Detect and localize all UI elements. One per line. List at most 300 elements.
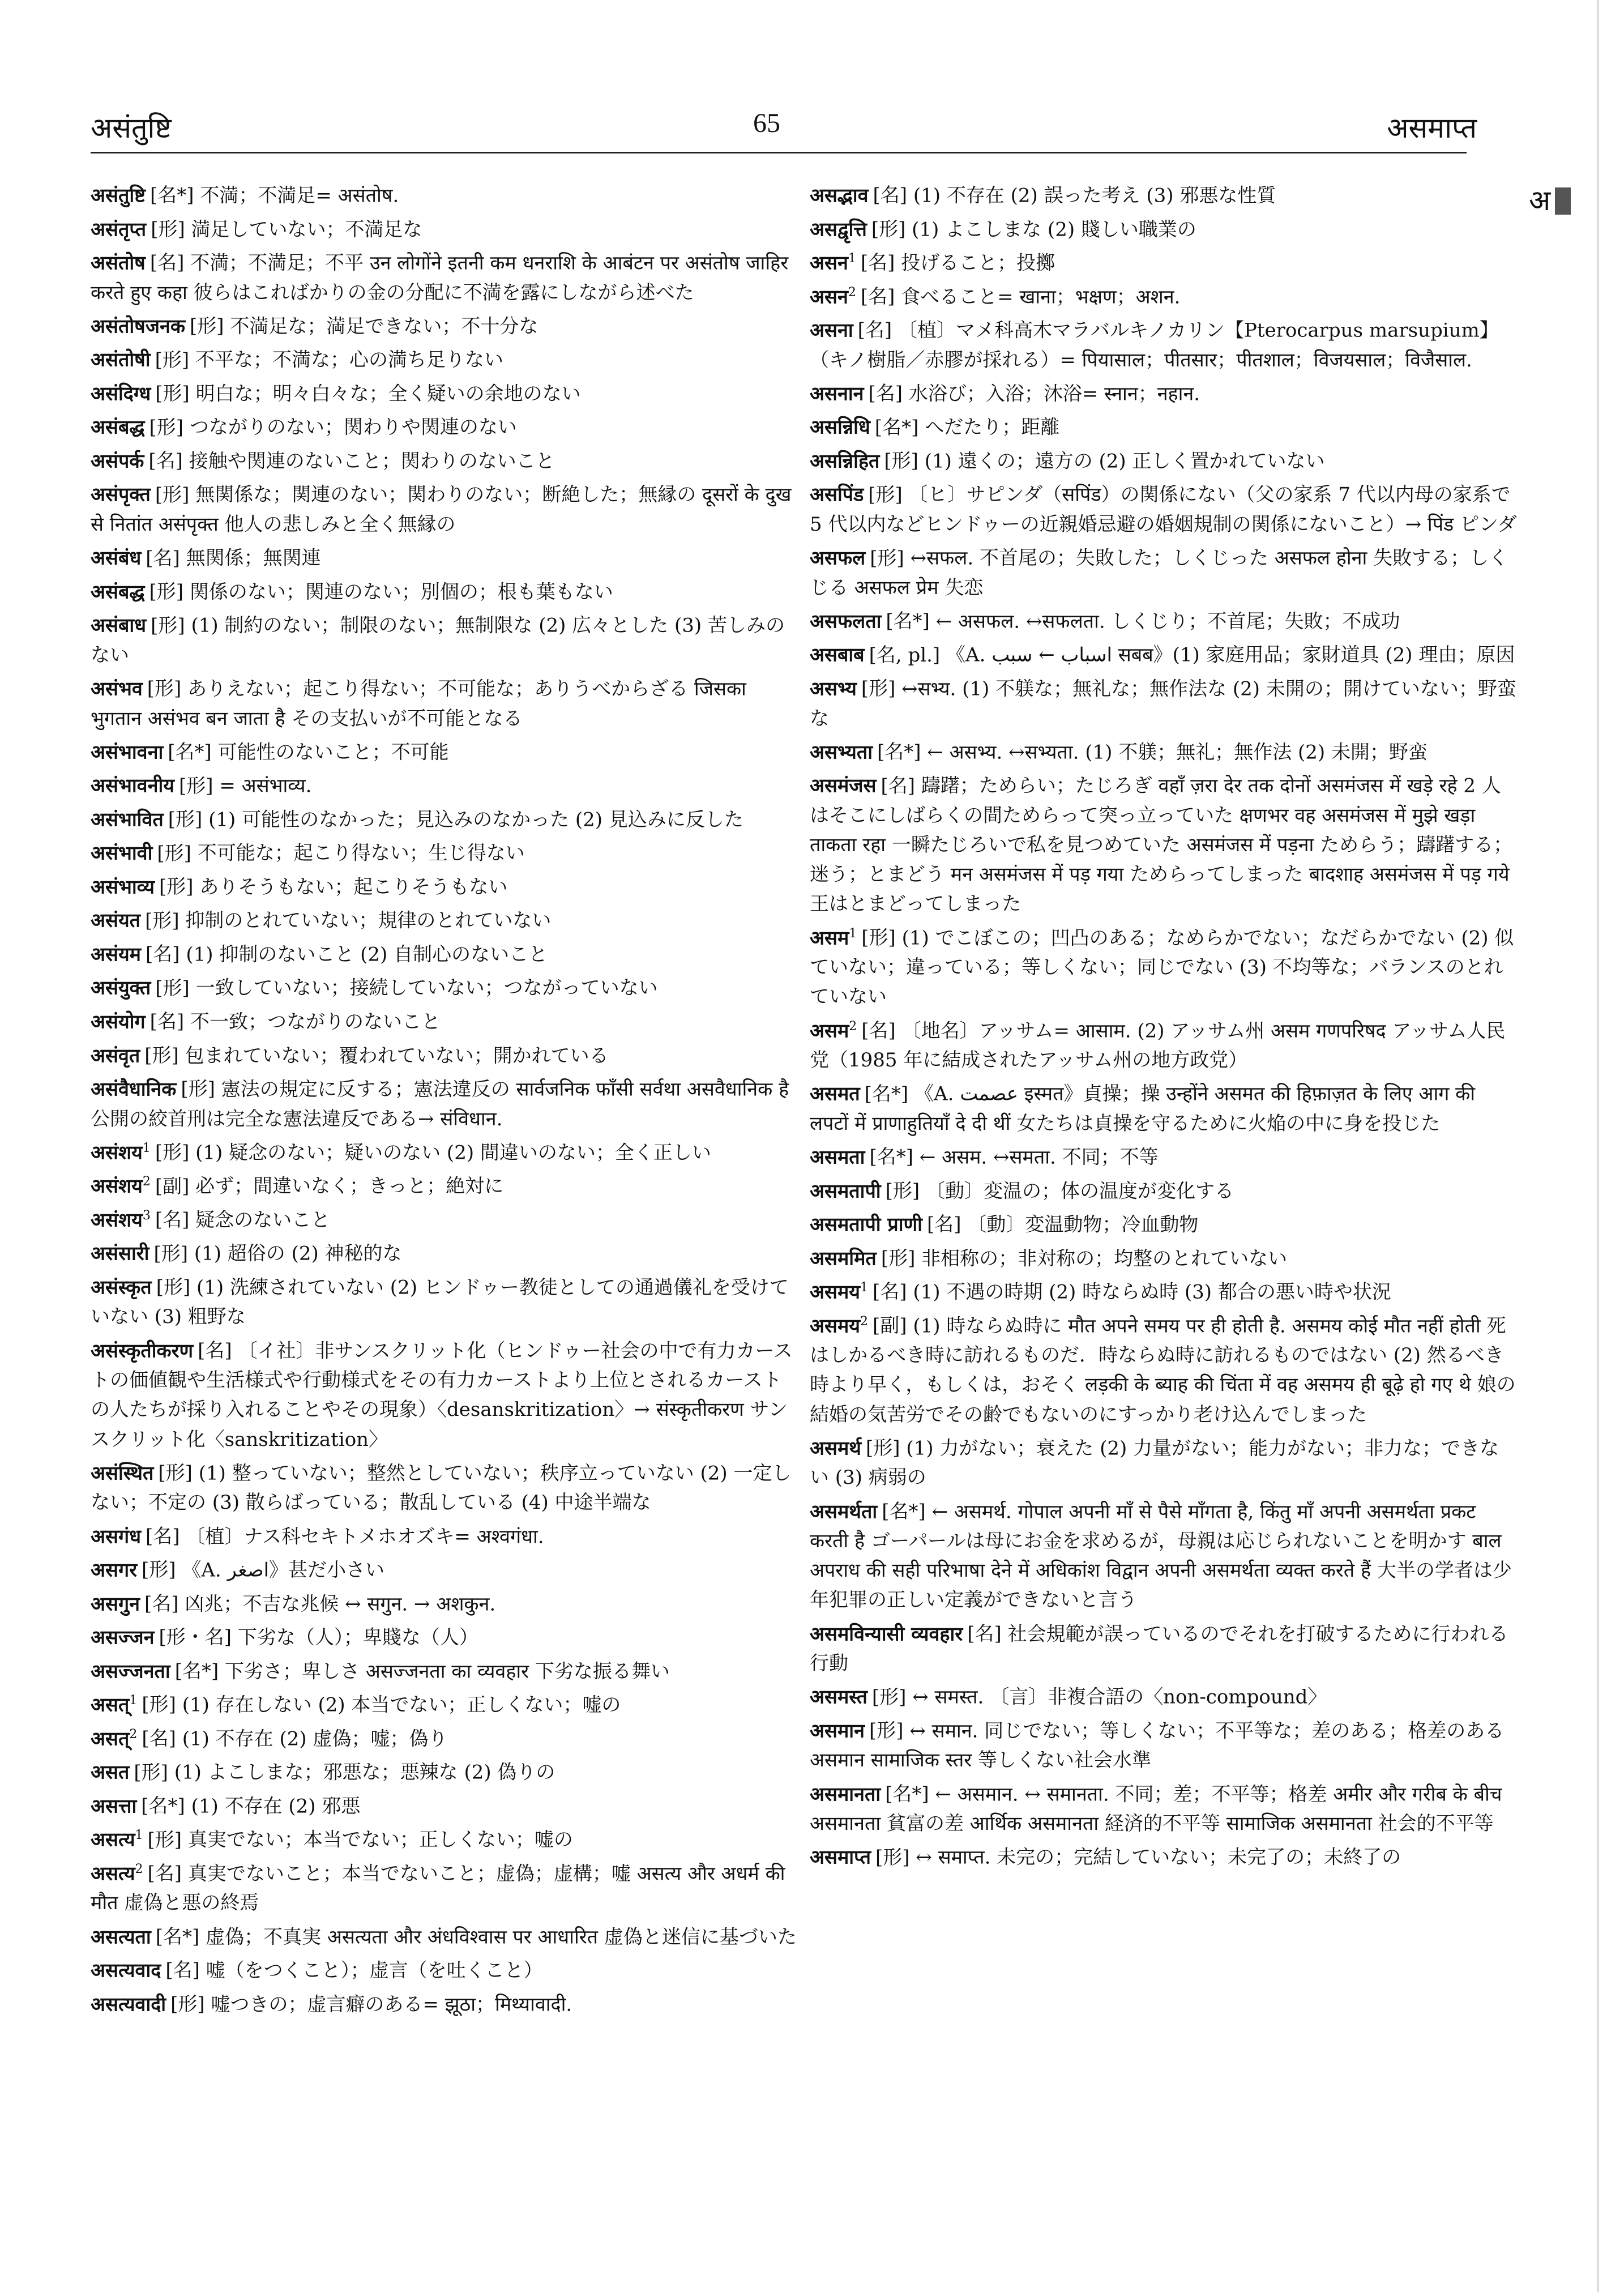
entry-definition: ← असमान. ↔ समानता. 不同；差；不平等；格差 अमीर और गरीब के बीच असमानता 貧富の差 आर्थिक असमानता 経済的不平等 सामाजिक असमानता 社会的不平等	[810, 1783, 1502, 1836]
entry-definition: ↔ समस्त. 〔言〕非複合語の〈non-compound〉	[912, 1685, 1327, 1709]
entry-headword: असगर	[91, 1559, 138, 1582]
entry-headword: असज्जन	[91, 1626, 155, 1649]
entry-definition: 下劣な（人）；卑賤な（人）	[237, 1626, 478, 1649]
entry-part-of-speech: [名*]	[886, 610, 930, 633]
entry-homonym-number: 1	[849, 926, 857, 941]
dictionary-entry	[91, 211, 798, 245]
entry-headword: असफलता	[810, 610, 882, 633]
dictionary-entry	[810, 1307, 1518, 1429]
entry-definition: 無関係；無関連	[186, 547, 321, 570]
entry-headword: असंशय	[91, 1141, 143, 1164]
entry-headword: असंस्कृत	[91, 1276, 152, 1299]
entry-part-of-speech: [名*]	[885, 1783, 929, 1806]
thumb-index-tab	[1555, 187, 1571, 215]
page-edge-mark	[1597, 0, 1599, 2292]
entry-definition: (1) 存在しない (2) 本当でない；正しくない；嘘の	[182, 1693, 621, 1717]
entry-part-of-speech: [形]	[875, 1846, 910, 1869]
entry-definition: (1) 可能性のなかった；見込みのなかった (2) 見込みに反した	[208, 808, 743, 831]
entry-headword: असमर्थता	[810, 1500, 878, 1523]
entry-part-of-speech: [形]	[178, 774, 213, 797]
entry-part-of-speech: [名]	[146, 1525, 180, 1548]
entry-definition: 無関係な；関連のない；関わりのない；断絶した；無縁の दूसरों के दुख से नितांत असंपृक्त 他人の悲しみと全く無縁の	[91, 483, 792, 536]
entry-headword: असमान	[810, 1719, 865, 1743]
dictionary-entry	[810, 1172, 1518, 1206]
entry-definition: 《A. عصمت इस्मत》貞操；操 उन्होंने असमत की हिफ़ाज़त के लिए आग की लपटों में प्राणाहुतियाँ दे दी थीं 女たちは貞操を守るために火焔の中に身を投じた	[810, 1082, 1476, 1135]
dictionary-entry	[91, 936, 798, 970]
entry-headword: असमानता	[810, 1783, 881, 1806]
entry-part-of-speech: [副]	[873, 1314, 907, 1337]
entry-headword: असंशय	[91, 1209, 143, 1232]
entry-part-of-speech: [名*]	[168, 741, 212, 764]
entry-homonym-number: 3	[142, 1208, 151, 1223]
entry-part-of-speech: [名*]	[864, 1082, 909, 1106]
entry-definition: ← असम. ↔समता. 不同；不等	[919, 1146, 1159, 1169]
entry-part-of-speech: [形]	[156, 1276, 191, 1299]
entry-part-of-speech: [形]	[870, 547, 904, 570]
dictionary-entry	[810, 1240, 1518, 1274]
dictionary-entry	[810, 1138, 1518, 1172]
dictionary-entry	[91, 1454, 798, 1518]
entry-definition: 不一致；つながりのないこと	[190, 1010, 441, 1034]
entry-part-of-speech: [形]	[881, 1247, 916, 1270]
entry-part-of-speech: [名, pl.]	[869, 643, 941, 667]
entry-part-of-speech: [名]	[155, 1209, 190, 1232]
entry-definition: 〔動〕変温の；体の温度が変化する	[925, 1179, 1234, 1202]
entry-homonym-number: 2	[135, 1862, 143, 1876]
dictionary-entry	[91, 1269, 798, 1332]
dictionary-entry	[810, 1615, 1518, 1679]
entry-headword: असज्जनता	[91, 1659, 170, 1683]
entry-definition: 水浴び；入浴；沐浴= स्नान；नहान.	[908, 382, 1200, 406]
dictionary-entry	[810, 1678, 1518, 1712]
entry-definition: = असंभाव्य.	[219, 774, 312, 797]
entry-definition: 〔地名〕アッサム= आसाम. (2) アッサム州 असम गणपरिषद アッサム人民党（1985 年に結成されたアッサム州の地方政党）	[810, 1019, 1506, 1072]
guide-word-left: असंतुष्टि	[91, 112, 172, 144]
entry-definition: 嘘（をつくこと）；虚言（を吐くこと）	[206, 1959, 543, 1982]
entry-headword: असद्वृत्ति	[810, 217, 867, 241]
entry-part-of-speech: [名*]	[869, 1146, 914, 1169]
dictionary-entry	[91, 1821, 798, 1855]
entry-homonym-number: 1	[129, 1693, 138, 1708]
dictionary-entry	[91, 539, 798, 573]
dictionary-entry	[810, 1012, 1518, 1075]
thumb-index	[1529, 180, 1571, 219]
dictionary-entry	[91, 1134, 798, 1168]
entry-headword: असबाब	[810, 643, 865, 667]
entry-definition: (1) 不存在 (2) 誤った考え (3) 邪悪な性質	[913, 184, 1276, 207]
entry-headword: असंवैधानिक	[91, 1078, 177, 1101]
entry-homonym-number: 2	[142, 1175, 151, 1189]
entry-part-of-speech: [形]	[168, 808, 203, 831]
entry-definition: 不満足な；満足できない；不十分な	[230, 315, 539, 338]
entry-part-of-speech: [形]	[149, 416, 184, 439]
entry-headword: असमतापी	[810, 1179, 881, 1202]
dictionary-entry	[91, 442, 798, 476]
entry-definition: ↔ समाप्त. 未完の；完結していない；未完了の；未終了の	[916, 1846, 1401, 1869]
dictionary-entry	[91, 408, 798, 442]
entry-definition: 必ず；間違いなく；きっと；絶対に	[195, 1175, 504, 1198]
entry-definition: 社会規範が誤っているのでそれを打破するために行われる行動	[810, 1623, 1508, 1675]
entry-part-of-speech: [形]	[866, 1437, 900, 1460]
entry-definition: 不満；不満足；不平 उन लोगोंने इतनी कम धनराशि के आबंटन पर असंतोष जाहिर करते हुए कहा 彼らはこればかりの金の分配に不満を露にしながら述べた	[91, 251, 789, 304]
entry-part-of-speech: [名]	[873, 184, 908, 207]
entry-definition: (1) 力がない；衰えた (2) 力量がない；能力がない；非力な；できない (3) 病弱の	[810, 1437, 1499, 1489]
entry-homonym-number: 1	[860, 1281, 869, 1295]
entry-definition: (1) 不遇の時期 (2) 時ならぬ時 (3) 都合の悪い時や状況	[913, 1281, 1391, 1304]
entry-headword: असत्	[91, 1727, 130, 1751]
right-column	[810, 177, 1518, 1872]
dictionary-entry	[91, 1855, 798, 1918]
entry-part-of-speech: [形]	[149, 581, 184, 604]
entry-definition: ↔ समान. 同じでない；等しくない；不平等な；差のある；格差のある असमान सामाजिक स्तर 等しくない社会水準	[810, 1719, 1505, 1772]
entry-definition: ありそうもない；起こりそうもない	[199, 876, 508, 899]
entry-headword: असंभावना	[91, 741, 164, 764]
entry-definition: 下劣さ；卑しさ असज्जनता का व्यवहार 下劣な振る舞い	[225, 1659, 670, 1683]
dictionary-entry	[810, 1075, 1518, 1138]
entry-part-of-speech: [形]	[155, 483, 190, 506]
entry-definition: 〔ヒ〕サピンダ（सपिंड）の関係にない（父の家系 7 代以内母の家系で 5 代以内などヒンドゥーの近親婚忌避の婚姻規制の関係にないこと）→ पिंड ピンダ	[810, 483, 1517, 536]
entry-definition: つながりのない；関わりや関連のない	[189, 416, 517, 439]
entry-definition: 食べること= खाना；भक्षण；अशन.	[901, 285, 1181, 308]
entry-definition: (1) 抑制のないこと (2) 自制心のないこと	[186, 943, 548, 966]
entry-part-of-speech: [形]	[155, 382, 190, 406]
entry-definition: (1) 整っていない；整然としていない；秩序立っていない (2) 一定しない；不定の (3) 散らばっている；散乱している (4) 中途半端な	[91, 1462, 792, 1514]
entry-headword: असमर्थ	[810, 1437, 862, 1460]
entry-headword: असभ्य	[810, 677, 857, 701]
entry-headword: असंयुक्त	[91, 976, 151, 1000]
entry-definition: 不平な；不満な；心の満ち足りない	[195, 348, 503, 372]
dictionary-entry	[810, 1775, 1518, 1839]
entry-definition: ↔सफल. 不首尾の；失敗した；しくじった असफल होना 失敗する；しくじる असफल प्रेम 失恋	[810, 547, 1508, 599]
entry-definition: 憲法の規定に反する；憲法違反の सार्वजनिक फाँसी सर्वथा असवैधानिक है 公開の絞首刑は完全な憲法違反である→ संविधान.	[91, 1078, 789, 1130]
entry-definition: 凶兆；不吉な兆候 ↔ सगुन. → अशकुन.	[185, 1592, 496, 1615]
entry-headword: असंवृत	[91, 1044, 140, 1067]
dictionary-entry	[810, 244, 1518, 278]
entry-headword: असंतोषी	[91, 348, 151, 372]
entry-headword: असमस्त	[810, 1685, 867, 1709]
entry-headword: असंबद्ध	[91, 416, 145, 439]
entry-part-of-speech: [名]	[861, 1019, 896, 1042]
entry-part-of-speech: [名]	[881, 774, 916, 797]
entry-definition: (1) よこしまな (2) 賤しい職業の	[912, 217, 1196, 241]
entry-headword: असंस्थित	[91, 1462, 154, 1485]
entry-definition: 躊躇；ためらい；たじろぎ वहाँ ज़रा देर तक दोनों असमंजस में खड़े रहे 2 人はそこにしばらくの間ためらって突っ立っていた क्षणभर वह असमंजस में मुझे खड़ा ताकता रहा 一瞬たじろいで私を見つめていた असमंजस में पड़ना ためらう；躊躇する；迷う；とまどう मन असमंजस में पड़ गया ためらってしまった बादशाह असमंजस में पड़ गये 王はとまどってしまった	[810, 774, 1513, 916]
entry-part-of-speech: [形]	[157, 842, 191, 865]
dictionary-entry	[91, 1753, 798, 1787]
entry-definition: 可能性のないこと；不可能	[217, 741, 449, 764]
dictionary-entry	[91, 308, 798, 342]
entry-part-of-speech: [形]	[861, 926, 896, 949]
dictionary-entry	[91, 1037, 798, 1071]
entry-headword: असत्	[91, 1693, 130, 1717]
entry-homonym-number: 2	[129, 1727, 138, 1742]
entry-part-of-speech: [形]	[884, 450, 918, 473]
entry-definition: 抑制のとれていない；規律のとれていない	[185, 909, 552, 932]
entry-part-of-speech: [形]	[147, 677, 182, 701]
entry-part-of-speech: [名*]	[141, 1795, 185, 1818]
dictionary-entry	[91, 1201, 798, 1235]
entry-headword: असममित	[810, 1247, 877, 1270]
entry-headword: असन	[810, 285, 848, 308]
entry-part-of-speech: [名]	[148, 450, 183, 473]
entry-definition: ↔सभ्य. (1) 不躾な；無礼な；無作法な (2) 未開の；開けていない；野蛮な	[810, 677, 1516, 730]
entry-part-of-speech: [名*]	[877, 741, 921, 764]
entry-part-of-speech: [名]	[198, 1339, 232, 1362]
entry-part-of-speech: [名]	[146, 547, 180, 570]
dictionary-entry	[91, 834, 798, 868]
dictionary-entry	[810, 476, 1518, 539]
entry-definition: 満足していない；不満足な	[191, 217, 422, 241]
entry-headword: असना	[810, 319, 853, 342]
entry-definition: ありえない；起こり得ない；不可能な；ありうべからざる जिसका भुगतान असंभव बन जाता है その支払いが不可能となる	[91, 677, 746, 730]
entry-headword: असंभाव्य	[91, 876, 155, 899]
entry-headword: असंतोष	[91, 251, 146, 275]
entry-definition: 明白な；明々白々な；全く疑いの余地のない	[195, 382, 581, 406]
entry-part-of-speech: [名]	[144, 1592, 179, 1615]
dictionary-entry	[810, 311, 1518, 375]
entry-definition: 《A. اصغر》甚だ小さい	[182, 1559, 385, 1582]
entry-part-of-speech: [形]	[147, 1828, 182, 1851]
entry-definition: ← असमर्थ. गोपाल अपनी माँ से पैसे माँगता है, किंतु माँ अपनी असमर्थता प्रकट करती है ゴーパールは母にお金を求めるが，母親は応じられないことを明かす बाल अपराध की सही परिभाषा देने में अधिकांश विद्वान अपनी असमर्थता व्यक्त करते हैं 大半の学者は少年犯罪の正しい定義ができないと言う	[810, 1500, 1512, 1612]
entry-headword: असंयोग	[91, 1010, 146, 1034]
page-header	[0, 0, 1624, 147]
dictionary-entry	[810, 1493, 1518, 1615]
dictionary-entry	[91, 1686, 798, 1720]
entry-definition: 不可能な；起こり得ない；生じ得ない	[197, 842, 525, 865]
entry-part-of-speech: [形]	[134, 1761, 168, 1784]
dictionary-entry	[810, 670, 1518, 733]
entry-headword: असत	[91, 1761, 130, 1784]
dictionary-entry	[91, 177, 798, 211]
entry-definition: 〔動〕変温動物；冷血動物	[967, 1213, 1199, 1236]
entry-part-of-speech: [形]	[869, 1719, 904, 1743]
dictionary-entry	[91, 670, 798, 733]
entry-part-of-speech: [名]	[149, 1010, 185, 1034]
entry-definition: ← असफल. ↔सफलता. しくじり；不首尾；失敗；不成功	[935, 610, 1400, 633]
entry-part-of-speech: [名]	[146, 943, 180, 966]
entry-definition: ← असभ्य. ↔सभ्यता. (1) 不躾；無礼；無作法 (2) 未開；野蛮	[927, 741, 1428, 764]
dictionary-entry	[91, 1551, 798, 1585]
entry-headword: असद्भाव	[810, 184, 869, 207]
entry-part-of-speech: [名]	[868, 382, 903, 406]
dictionary-entry	[810, 442, 1518, 476]
entry-part-of-speech: [名*]	[874, 416, 919, 439]
entry-headword: असंबंध	[91, 547, 142, 570]
dictionary-entry	[810, 1838, 1518, 1872]
entry-headword: असमविन्यासी व्यवहार	[810, 1623, 963, 1645]
entry-definition: 虚偽；不真実 असत्यता और अंधविश्वास पर आधारित 虚偽と迷信に基づいた	[206, 1925, 797, 1948]
entry-definition: 嘘つきの；虚言癖のある= झूठा；मिथ्यावादी.	[211, 1992, 572, 2016]
entry-definition: 〔植〕マメ科高木マラバルキノカリン【Pterocarpus marsupium】（キノ樹脂／赤膠が採れる）= पियासाल；पीतसार；पीतशाल；विजयसाल；विजैसाल.	[810, 319, 1499, 372]
entry-part-of-speech: [形]	[155, 976, 190, 1000]
entry-part-of-speech: [形]	[144, 1044, 179, 1067]
entry-part-of-speech: [形]	[159, 876, 194, 899]
entry-definition: 接触や関連のないこと；関わりのないこと	[189, 450, 555, 473]
entry-headword: असन्निहित	[810, 450, 880, 473]
entry-headword: असंभव	[91, 677, 143, 701]
entry-headword: असंतोषजनक	[91, 315, 186, 338]
entry-headword: असंभावनीय	[91, 774, 174, 797]
entry-definition: (1) 制約のない；制限のない；無制限な (2) 広々とした (3) 苦しみのない	[91, 614, 785, 667]
entry-headword: असम	[810, 1019, 849, 1042]
dictionary-entry	[91, 1235, 798, 1269]
entry-headword: असन	[810, 251, 848, 275]
entry-part-of-speech: [形]	[181, 1078, 215, 1101]
entry-part-of-speech: [名]	[147, 1862, 182, 1885]
dictionary-entry	[91, 1952, 798, 1986]
entry-definition: 一致していない；接続していない；つながっていない	[195, 976, 658, 1000]
header-rule	[91, 152, 1467, 153]
entry-part-of-speech: [名]	[967, 1623, 1002, 1645]
entry-headword: असत्यता	[91, 1925, 151, 1948]
entry-part-of-speech: [形]	[153, 1242, 188, 1265]
entry-part-of-speech: [名]	[149, 251, 185, 275]
entry-headword: असंयम	[91, 943, 142, 966]
dictionary-entry	[810, 1273, 1518, 1307]
entry-part-of-speech: [名*]	[155, 1925, 200, 1948]
dictionary-entry	[810, 1206, 1518, 1240]
dictionary-entry	[91, 868, 798, 902]
dictionary-entry	[810, 767, 1518, 919]
entry-part-of-speech: [形]	[155, 348, 190, 372]
entry-headword: असमंजस	[810, 774, 877, 797]
entry-headword: असफल	[810, 547, 866, 570]
dictionary-entry	[91, 801, 798, 835]
dictionary-entry	[91, 1619, 798, 1653]
dictionary-entry	[810, 1712, 1518, 1775]
dictionary-entry	[91, 244, 798, 308]
dictionary-entry	[91, 476, 798, 539]
entry-headword: असमतापी प्राणी	[810, 1213, 922, 1236]
entry-part-of-speech: [形]	[155, 1141, 190, 1164]
dictionary-entry	[91, 1787, 798, 1821]
entry-part-of-speech: [名*]	[174, 1659, 219, 1683]
entry-headword: असत्ता	[91, 1795, 137, 1818]
dictionary-entry	[91, 375, 798, 409]
entry-part-of-speech: [形]	[871, 1685, 907, 1709]
entry-headword: असंबाध	[91, 614, 147, 637]
dictionary-entry	[810, 539, 1518, 603]
entry-part-of-speech: [名]	[142, 1727, 176, 1751]
entry-part-of-speech: [形]	[142, 1559, 176, 1582]
entry-headword: असत्यवादी	[91, 1992, 166, 2016]
entry-definition: 疑念のないこと	[195, 1209, 331, 1232]
entry-headword: असभ्यता	[810, 741, 873, 764]
entry-part-of-speech: [名*]	[882, 1500, 926, 1523]
dictionary-entry	[91, 341, 798, 375]
thumb-index-letter: अ	[1529, 184, 1551, 217]
entry-homonym-number: 2	[860, 1314, 869, 1329]
entry-part-of-speech: [形]	[145, 909, 180, 932]
entry-headword: असंतृप्त	[91, 217, 147, 241]
dictionary-entry	[810, 1429, 1518, 1493]
dictionary-entry	[91, 1003, 798, 1037]
dictionary-entry	[810, 375, 1518, 409]
entry-homonym-number: 1	[848, 251, 856, 266]
dictionary-entry	[91, 1518, 798, 1552]
entry-homonym-number: 2	[848, 285, 856, 300]
dictionary-entry	[810, 408, 1518, 442]
dictionary-entry	[810, 733, 1518, 767]
entry-definition: へだたり；距離	[925, 416, 1060, 439]
entry-headword: असंपर्क	[91, 450, 144, 473]
entry-headword: असन्निधि	[810, 416, 870, 439]
page-number: 65	[753, 108, 780, 138]
entry-part-of-speech: [名]	[860, 251, 895, 275]
left-column	[91, 177, 798, 2019]
dictionary-entry	[91, 573, 798, 607]
dictionary-entry	[91, 1167, 798, 1201]
entry-headword: असगुन	[91, 1592, 140, 1615]
entry-headword: असम	[810, 926, 849, 949]
entry-headword: असंस्कृतीकरण	[91, 1339, 194, 1362]
entry-part-of-speech: [形]	[885, 1179, 920, 1202]
entry-definition: (1) でこぼこの；凹凸のある；なめらかでない；なだらかでない (2) 似ていない；違っている；等しくない；同じでない (3) 不均等な；バランスのとれていない	[810, 926, 1514, 1009]
entry-headword: असत्य	[91, 1862, 135, 1885]
entry-headword: असमाप्त	[810, 1846, 871, 1869]
entry-part-of-speech: [形]	[151, 217, 185, 241]
entry-part-of-speech: [形]	[158, 1462, 193, 1485]
entry-headword: असपिंड	[810, 483, 864, 506]
entry-headword: असंभावी	[91, 842, 153, 865]
dictionary-entry	[91, 1918, 798, 1952]
dictionary-entry	[91, 733, 798, 767]
dictionary-entry	[810, 177, 1518, 211]
entry-definition: 非相称の；非対称の；均整のとれていない	[921, 1247, 1288, 1270]
entry-headword: असंसारी	[91, 1242, 149, 1265]
dictionary-entry	[91, 1070, 798, 1134]
entry-headword: असंशय	[91, 1175, 143, 1198]
entry-part-of-speech: [名]	[873, 1281, 907, 1304]
dictionary-entry	[810, 636, 1518, 670]
entry-definition: (1) 不存在 (2) 邪悪	[191, 1795, 361, 1818]
entry-part-of-speech: [名*]	[150, 184, 194, 207]
entry-part-of-speech: [形]	[170, 1992, 205, 2016]
entry-homonym-number: 1	[142, 1141, 151, 1155]
entry-part-of-speech: [形]	[142, 1693, 176, 1717]
entry-headword: असमय	[810, 1281, 861, 1304]
entry-definition: 投げること；投擲	[901, 251, 1055, 275]
entry-headword: असमय	[810, 1314, 861, 1337]
entry-definition: (1) よこしまな；邪悪な；悪辣な (2) 偽りの	[174, 1761, 555, 1784]
dictionary-entry	[91, 1986, 798, 2020]
entry-definition: 真実でないこと；本当でないこと；虚偽；虚構；嘘 असत्य और अधर्म की मौत 虚偽と悪の終焉	[91, 1862, 785, 1915]
entry-definition: 関係のない；関連のない；別個の；根も葉もない	[189, 581, 613, 604]
entry-part-of-speech: [副]	[155, 1175, 190, 1198]
dictionary-entry	[810, 278, 1518, 312]
dictionary-entry	[91, 902, 798, 936]
entry-definition: 〔イ社〕非サンスクリット化（ヒンドゥー社会の中で有力カーストの価値観や生活様式や行動様式をその有力カーストより上位とされるカーストの人たちが採り入れることやその現象）〈desanskritization〉→ संस्कृतीकरण サンスクリット化〈sanskritization〉	[91, 1339, 793, 1451]
entry-headword: असनान	[810, 382, 864, 406]
entry-headword: असत्यवाद	[91, 1959, 161, 1982]
entry-definition: (1) 疑念のない；疑いのない (2) 間違いのない；全く正しい	[195, 1141, 711, 1164]
entry-definition: 《A. اسباب ← سبب सबब》(1) 家庭用品；家財道具 (2) 理由；原因	[946, 643, 1515, 667]
entry-headword: असत्य	[91, 1828, 135, 1851]
dictionary-entry	[91, 1585, 798, 1619]
entry-definition: 不満；不満足= असंतोष.	[200, 184, 399, 207]
entry-headword: असमत	[810, 1082, 860, 1106]
entry-part-of-speech: [形]	[151, 614, 185, 637]
guide-word-right: असमाप्त	[1387, 112, 1477, 144]
entry-headword: असमता	[810, 1146, 865, 1169]
entry-definition: 〔植〕ナス科セキトメホオズキ= अश्वगंधा.	[186, 1525, 544, 1548]
entry-definition: (1) 遠くの；遠方の (2) 正しく置かれていない	[924, 450, 1325, 473]
entry-definition: (1) 時ならぬ時に मौत अपने समय पर ही होती है. असमय कोई मौत नहीं होती 死はしかるべき時に訪れるものだ．時ならぬ時に訪れるものではない (2) 然るべき時より早く，もしくは，おそく लड़की के ब्याह की चिंता में वह असमय ही बूढ़े हो गए थे 娘の結婚の気苦労でその齢でもないのにすっかり老け込んでしまった	[810, 1314, 1516, 1426]
entry-headword: असंपृक्त	[91, 483, 151, 506]
entry-definition: (1) 超俗の (2) 神秘的な	[194, 1242, 402, 1265]
entry-headword: असंबद्ध	[91, 581, 145, 604]
entry-part-of-speech: [名]	[165, 1959, 200, 1982]
